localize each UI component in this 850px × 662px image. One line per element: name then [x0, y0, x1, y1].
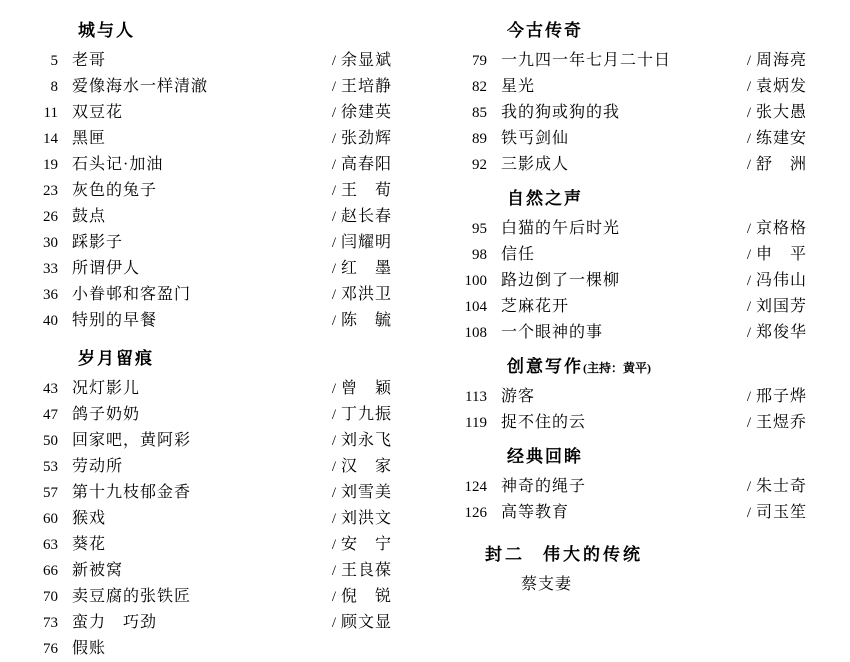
page-number: 92	[471, 157, 487, 173]
right-column	[427, 6, 840, 593]
toc-entry[interactable]	[18, 256, 427, 282]
entry-title: 葵花	[72, 536, 107, 553]
page-number: 8	[50, 79, 58, 95]
entry-title: 信任	[500, 246, 535, 263]
separator: /	[746, 415, 752, 431]
entry-title: 三影成人	[500, 156, 569, 173]
page-number: 100	[464, 273, 487, 289]
separator: /	[331, 183, 337, 199]
toc-entry[interactable]	[18, 282, 427, 308]
entry-title: 铁丐剑仙	[500, 130, 569, 147]
toc-entry[interactable]	[447, 474, 840, 500]
toc-entry[interactable]	[447, 294, 840, 320]
page-number: 126	[464, 505, 487, 521]
page-number: 57	[43, 485, 58, 501]
separator: /	[331, 261, 337, 277]
entry-author: 汉 家	[340, 458, 392, 475]
entry-title: 踩影子	[72, 234, 124, 251]
separator: /	[746, 479, 752, 495]
entry-title: 卖豆腐的张铁匠	[72, 588, 192, 605]
entry-list	[447, 48, 840, 178]
entry-author: 刘洪文	[340, 510, 392, 527]
section-heading-text: 经典回眸	[506, 447, 583, 466]
section-heading-jing-dian-hui-mou	[447, 442, 840, 467]
separator: /	[746, 389, 752, 405]
entry-title: 新被窝	[72, 562, 124, 579]
separator: /	[331, 313, 337, 329]
entry-author: 曾 颖	[340, 380, 392, 397]
entry-title: 爱像海水一样清澈	[72, 78, 209, 95]
page-number: 5	[50, 53, 58, 69]
toc-entry[interactable]	[447, 216, 840, 242]
entry-list	[18, 376, 427, 662]
entry-title: 回家吧，黄阿彩	[72, 432, 192, 449]
page-number: 33	[43, 261, 58, 277]
separator: /	[746, 79, 752, 95]
separator: /	[331, 209, 337, 225]
separator: /	[746, 53, 752, 69]
entry-author: 高春阳	[340, 156, 392, 173]
entry-author: 徐建英	[340, 104, 392, 121]
page-number: 95	[471, 221, 487, 237]
entry-title: 路边倒了一棵柳	[500, 272, 620, 289]
page-number: 79	[471, 53, 487, 69]
separator: /	[746, 221, 752, 237]
separator: /	[331, 537, 337, 553]
toc-entry[interactable]	[447, 74, 840, 100]
toc-entry[interactable]	[18, 636, 427, 662]
entry-title: 我的狗或狗的我	[500, 104, 620, 121]
separator: /	[331, 235, 337, 251]
page-number: 119	[465, 415, 487, 431]
page-number: 40	[43, 313, 58, 329]
toc-entry[interactable]	[447, 384, 840, 410]
toc-entry[interactable]	[18, 610, 427, 636]
toc-entry[interactable]	[18, 48, 427, 74]
page-number: 108	[464, 325, 487, 341]
entry-title: 第十九枝郁金香	[72, 484, 192, 501]
entry-title: 捉不住的云	[500, 414, 586, 431]
left-column	[10, 6, 427, 657]
cover-note-title: 伟大的传统	[542, 545, 643, 564]
entry-author: 练建安	[756, 130, 808, 147]
separator: /	[331, 485, 337, 501]
entry-author: 刘雪美	[340, 484, 392, 501]
entry-title: 猴戏	[72, 510, 107, 527]
section-heading-cheng-yu-ren	[18, 16, 427, 41]
entry-title: 一九四一年七月二十日	[500, 52, 671, 69]
separator: /	[331, 381, 337, 397]
page-number: 53	[43, 459, 58, 475]
section-heading-subtitle: (主持：黄平)	[582, 361, 651, 375]
entry-title: 黑匣	[72, 130, 107, 147]
page-number: 23	[43, 183, 58, 199]
entry-author: 王 荀	[340, 182, 392, 199]
entry-author: 司玉笙	[756, 504, 808, 521]
entry-title: 灰色的兔子	[72, 182, 158, 199]
page-number: 82	[471, 79, 487, 95]
entry-title: 特别的早餐	[72, 312, 158, 329]
entry-author: 倪 锐	[340, 588, 392, 605]
entry-author: 朱士奇	[756, 478, 808, 495]
page-number: 50	[43, 433, 58, 449]
separator: /	[746, 131, 752, 147]
page-number: 113	[465, 389, 487, 405]
separator: /	[331, 407, 337, 423]
entry-title: 所谓伊人	[72, 260, 141, 277]
entry-list	[447, 384, 840, 436]
entry-title: 游客	[500, 388, 535, 405]
entry-title: 鸽子奶奶	[72, 406, 141, 423]
separator: /	[746, 325, 752, 341]
page-number: 66	[43, 563, 58, 579]
entry-title: 白猫的午后时光	[500, 220, 620, 237]
section-heading-jin-gu-chuan-qi	[447, 16, 840, 41]
entry-list	[447, 216, 840, 346]
entry-title: 高等教育	[500, 504, 569, 521]
toc-entry[interactable]	[18, 402, 427, 428]
page-number: 26	[43, 209, 58, 225]
page-number: 85	[471, 105, 487, 121]
entry-author: 红 墨	[340, 260, 392, 277]
page-number: 76	[43, 641, 58, 657]
entry-author: 京格格	[756, 220, 808, 237]
section-heading-text: 岁月留痕	[78, 349, 154, 368]
cover-note-label: 封二	[484, 545, 525, 564]
separator: /	[746, 105, 752, 121]
separator: /	[331, 287, 337, 303]
entry-title: 小眷邨和客盈门	[72, 286, 192, 303]
page-number: 60	[43, 511, 58, 527]
entry-author: 王培静	[340, 78, 392, 95]
entry-author: 王良葆	[340, 562, 392, 579]
section-heading-text: 城与人	[78, 21, 135, 40]
toc-entry[interactable]	[447, 100, 840, 126]
entry-author: 舒 洲	[756, 156, 808, 173]
entry-author: 余显斌	[340, 52, 392, 69]
toc-entry[interactable]	[18, 204, 427, 230]
entry-author: 刘永飞	[340, 432, 392, 449]
entry-title: 假账	[72, 640, 107, 657]
separator: /	[331, 433, 337, 449]
cover-note-author: 蔡支妻	[520, 576, 572, 593]
separator: /	[331, 589, 337, 605]
entry-author: 刘国芳	[756, 298, 808, 315]
entry-list	[18, 48, 427, 334]
separator: /	[331, 459, 337, 475]
page-number: 30	[43, 235, 58, 251]
separator: /	[331, 131, 337, 147]
page-number: 63	[43, 537, 58, 553]
section-heading-sui-yue-liu-hen	[18, 344, 427, 369]
entry-author: 冯伟山	[756, 272, 808, 289]
entry-author: 郑俊华	[756, 324, 808, 341]
separator: /	[746, 505, 752, 521]
separator: /	[746, 299, 752, 315]
entry-author: 张大愚	[756, 104, 808, 121]
entry-author: 顾文显	[340, 614, 392, 631]
entry-author: 赵长春	[340, 208, 392, 225]
toc-entry[interactable]	[18, 480, 427, 506]
section-heading-text: 今古传奇	[506, 21, 583, 40]
toc-entry[interactable]	[18, 100, 427, 126]
toc-entry[interactable]	[18, 558, 427, 584]
entry-title: 双豆花	[72, 104, 124, 121]
entry-title: 星光	[500, 78, 535, 95]
toc-entry[interactable]	[447, 320, 840, 346]
toc-entry[interactable]	[447, 410, 840, 436]
entry-author: 邓洪卫	[340, 286, 392, 303]
page-number: 36	[43, 287, 58, 303]
toc-entry[interactable]	[18, 178, 427, 204]
toc-entry[interactable]	[18, 376, 427, 402]
separator: /	[331, 105, 337, 121]
toc-entry[interactable]	[18, 126, 427, 152]
toc-entry[interactable]	[18, 506, 427, 532]
toc-entry[interactable]	[18, 584, 427, 610]
toc-entry[interactable]	[18, 74, 427, 100]
toc-entry[interactable]	[447, 268, 840, 294]
entry-author: 袁炳发	[756, 78, 808, 95]
separator: /	[331, 157, 337, 173]
entry-author: 安 宁	[340, 536, 392, 553]
separator: /	[746, 273, 752, 289]
separator: /	[331, 53, 337, 69]
entry-author: 周海亮	[756, 52, 808, 69]
toc-entry[interactable]	[447, 126, 840, 152]
separator: /	[746, 157, 752, 173]
page-number: 47	[43, 407, 58, 423]
entry-title: 石头记·加油	[72, 156, 164, 173]
section-heading-chuang-yi-xie-zuo	[447, 352, 840, 377]
entry-author: 丁九振	[340, 406, 392, 423]
section-heading-text: 自然之声	[506, 189, 583, 208]
cover-note-heading	[447, 540, 840, 565]
entry-title: 劳动所	[72, 458, 124, 475]
toc-entry[interactable]	[18, 454, 427, 480]
separator: /	[746, 247, 752, 263]
entry-author: 张劲辉	[340, 130, 392, 147]
entry-title: 芝麻花开	[500, 298, 569, 315]
separator: /	[331, 563, 337, 579]
entry-title: 况灯影儿	[72, 380, 141, 397]
section-heading-zi-ran-zhi-sheng	[447, 184, 840, 209]
separator: /	[331, 511, 337, 527]
toc-entry[interactable]	[18, 308, 427, 334]
entry-author: 陈 毓	[340, 312, 392, 329]
entry-author: 王煜乔	[756, 414, 808, 431]
entry-title: 老哥	[72, 52, 107, 69]
page-number: 14	[43, 131, 58, 147]
page-number: 89	[471, 131, 487, 147]
toc-entry[interactable]	[18, 152, 427, 178]
page-number: 43	[43, 381, 58, 397]
toc-entry[interactable]	[447, 242, 840, 268]
toc-entry[interactable]	[18, 428, 427, 454]
entry-title: 蛮力 巧劲	[72, 614, 158, 631]
page-number: 70	[43, 589, 58, 605]
toc-entry[interactable]	[447, 500, 840, 526]
section-heading-text: 创意写作	[506, 357, 583, 376]
page-number: 124	[464, 479, 487, 495]
toc-entry[interactable]	[18, 230, 427, 256]
page-number: 98	[471, 247, 487, 263]
entry-title: 神奇的绳子	[500, 478, 586, 495]
separator: /	[331, 615, 337, 631]
entry-author: 申 平	[756, 246, 808, 263]
entry-author: 邢子烨	[756, 388, 808, 405]
toc-entry[interactable]	[447, 48, 840, 74]
page-number: 104	[464, 299, 487, 315]
toc-entry[interactable]	[18, 532, 427, 558]
entry-title: 鼓点	[72, 208, 107, 225]
entry-author: 闫耀明	[340, 234, 392, 251]
page-number: 19	[43, 157, 58, 173]
toc-entry[interactable]	[447, 152, 840, 178]
page-number: 11	[43, 105, 58, 121]
page-number: 73	[43, 615, 58, 631]
entry-list	[447, 474, 840, 526]
separator: /	[331, 79, 337, 95]
entry-title: 一个眼神的事	[500, 324, 603, 341]
